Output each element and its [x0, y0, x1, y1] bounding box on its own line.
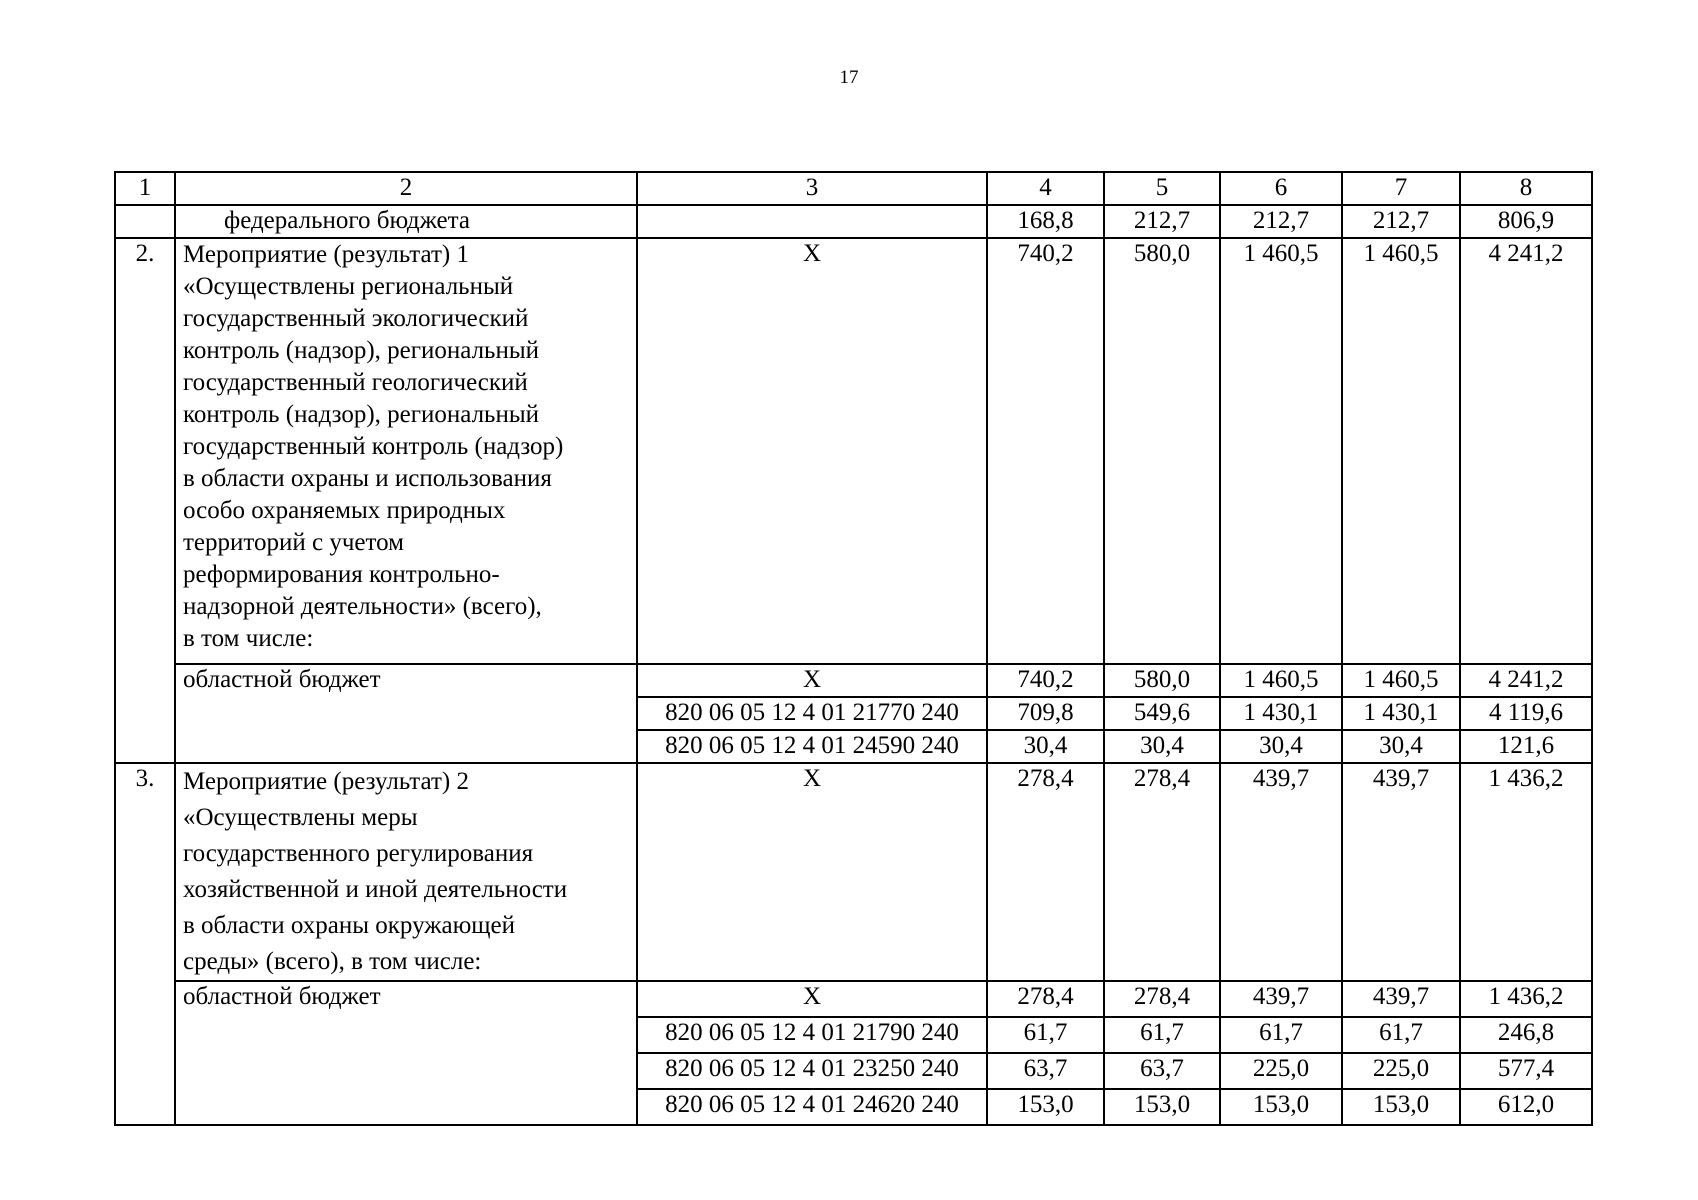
- value-cell: 30,4: [1342, 730, 1460, 763]
- value-cell: 153,0: [1104, 1089, 1220, 1125]
- item-number: 2.: [115, 238, 175, 763]
- budget-code: 820 06 05 12 4 01 21770 240: [637, 697, 987, 730]
- budget-code: 820 06 05 12 4 01 24590 240: [637, 730, 987, 763]
- description-line: государственный контроль (надзор): [183, 433, 564, 460]
- description-line: в области охраны и использования: [183, 465, 552, 492]
- code-cell: Х: [637, 238, 987, 664]
- value-cell: 30,4: [1104, 730, 1220, 763]
- description-line: особо охраняемых природных: [183, 497, 506, 524]
- table-row: [115, 205, 1592, 238]
- header-row: [115, 172, 1592, 205]
- number-cell: [115, 205, 175, 238]
- description-line: надзорной деятельности» (всего),: [183, 593, 542, 620]
- header-cell: 3: [637, 172, 987, 205]
- value-cell: 212,7: [1342, 205, 1460, 238]
- budget-source-label: областной бюджет: [175, 981, 637, 1125]
- value-cell: 4 241,2: [1460, 238, 1592, 664]
- value-cell: 549,6: [1104, 697, 1220, 730]
- value-cell: 278,4: [987, 981, 1104, 1017]
- header-cell: 4: [987, 172, 1104, 205]
- budget-source-label: областной бюджет: [175, 664, 637, 763]
- value-cell: 439,7: [1342, 981, 1460, 1017]
- value-cell: 1 460,5: [1220, 238, 1342, 664]
- item-description: [175, 238, 637, 664]
- description-line: Мероприятие (результат) 1: [183, 241, 469, 268]
- description-line: реформирования контрольно-: [183, 561, 500, 588]
- item-description: [175, 763, 637, 981]
- value-cell: 439,7: [1342, 763, 1460, 981]
- description-line: хозяйственной и иной деятельности: [183, 876, 568, 903]
- description-line: «Осуществлены меры: [183, 804, 418, 831]
- value-cell: 153,0: [1342, 1089, 1460, 1125]
- table-row: [115, 664, 1592, 697]
- value-cell: 278,4: [1104, 763, 1220, 981]
- description-line: контроль (надзор), региональный: [183, 337, 540, 364]
- header-cell: 5: [1104, 172, 1220, 205]
- code-cell: Х: [637, 763, 987, 981]
- value-cell: 439,7: [1220, 763, 1342, 981]
- value-cell: 63,7: [987, 1053, 1104, 1089]
- value-cell: 212,7: [1220, 205, 1342, 238]
- code-cell: [637, 205, 987, 238]
- value-cell: 439,7: [1220, 981, 1342, 1017]
- description-line: среды» (всего), в том числе:: [183, 948, 482, 975]
- description-line: государственный экологический: [183, 305, 529, 332]
- value-cell: 153,0: [987, 1089, 1104, 1125]
- value-cell: 225,0: [1220, 1053, 1342, 1089]
- header-cell: 2: [175, 172, 637, 205]
- table-row: [115, 981, 1592, 1017]
- value-cell: 612,0: [1460, 1089, 1592, 1125]
- value-cell: 61,7: [987, 1017, 1104, 1053]
- value-cell: 278,4: [1104, 981, 1220, 1017]
- budget-code: 820 06 05 12 4 01 24620 240: [637, 1089, 987, 1125]
- value-cell: 30,4: [1220, 730, 1342, 763]
- header-cell: 1: [115, 172, 175, 205]
- value-cell: 63,7: [1104, 1053, 1220, 1089]
- value-cell: 4 119,6: [1460, 697, 1592, 730]
- header-cell: 7: [1342, 172, 1460, 205]
- code-cell: Х: [637, 981, 987, 1017]
- description-line: в том числе:: [183, 625, 314, 652]
- value-cell: 168,8: [987, 205, 1104, 238]
- value-cell: 61,7: [1342, 1017, 1460, 1053]
- description-line: государственный геологический: [183, 369, 528, 396]
- value-cell: 1 460,5: [1342, 664, 1460, 697]
- description-line: контроль (надзор), региональный: [183, 401, 540, 428]
- header-cell: 6: [1220, 172, 1342, 205]
- value-cell: 246,8: [1460, 1017, 1592, 1053]
- page-number: 17: [839, 67, 859, 88]
- value-cell: 1 460,5: [1220, 664, 1342, 697]
- table-row: [115, 763, 1592, 981]
- value-cell: 30,4: [987, 730, 1104, 763]
- value-cell: 580,0: [1104, 238, 1220, 664]
- value-cell: 225,0: [1342, 1053, 1460, 1089]
- item-number: 3.: [115, 763, 175, 1125]
- description-line: государственного регулирования: [183, 840, 534, 867]
- value-cell: 4 241,2: [1460, 664, 1592, 697]
- value-cell: 121,6: [1460, 730, 1592, 763]
- value-cell: 61,7: [1220, 1017, 1342, 1053]
- value-cell: 1 430,1: [1220, 697, 1342, 730]
- value-cell: 278,4: [987, 763, 1104, 981]
- value-cell: 61,7: [1104, 1017, 1220, 1053]
- value-cell: 212,7: [1104, 205, 1220, 238]
- header-cell: 8: [1460, 172, 1592, 205]
- value-cell: 580,0: [1104, 664, 1220, 697]
- description-line: «Осуществлены региональный: [183, 273, 514, 300]
- value-cell: 709,8: [987, 697, 1104, 730]
- description-line: в области охраны окружающей: [183, 912, 516, 939]
- value-cell: 740,2: [987, 664, 1104, 697]
- description-line: Мероприятие (результат) 2: [183, 768, 469, 795]
- budget-code: 820 06 05 12 4 01 23250 240: [637, 1053, 987, 1089]
- value-cell: 740,2: [987, 238, 1104, 664]
- value-cell: 1 436,2: [1460, 981, 1592, 1017]
- code-cell: Х: [637, 664, 987, 697]
- value-cell: 1 436,2: [1460, 763, 1592, 981]
- budget-table: [114, 171, 1593, 1126]
- value-cell: 1 460,5: [1342, 238, 1460, 664]
- label-cell: федерального бюджета: [175, 205, 637, 238]
- budget-code: 820 06 05 12 4 01 21790 240: [637, 1017, 987, 1053]
- value-cell: 153,0: [1220, 1089, 1342, 1125]
- value-cell: 806,9: [1460, 205, 1592, 238]
- value-cell: 577,4: [1460, 1053, 1592, 1089]
- description-line: территорий с учетом: [183, 529, 404, 556]
- table-row: [115, 238, 1592, 664]
- value-cell: 1 430,1: [1342, 697, 1460, 730]
